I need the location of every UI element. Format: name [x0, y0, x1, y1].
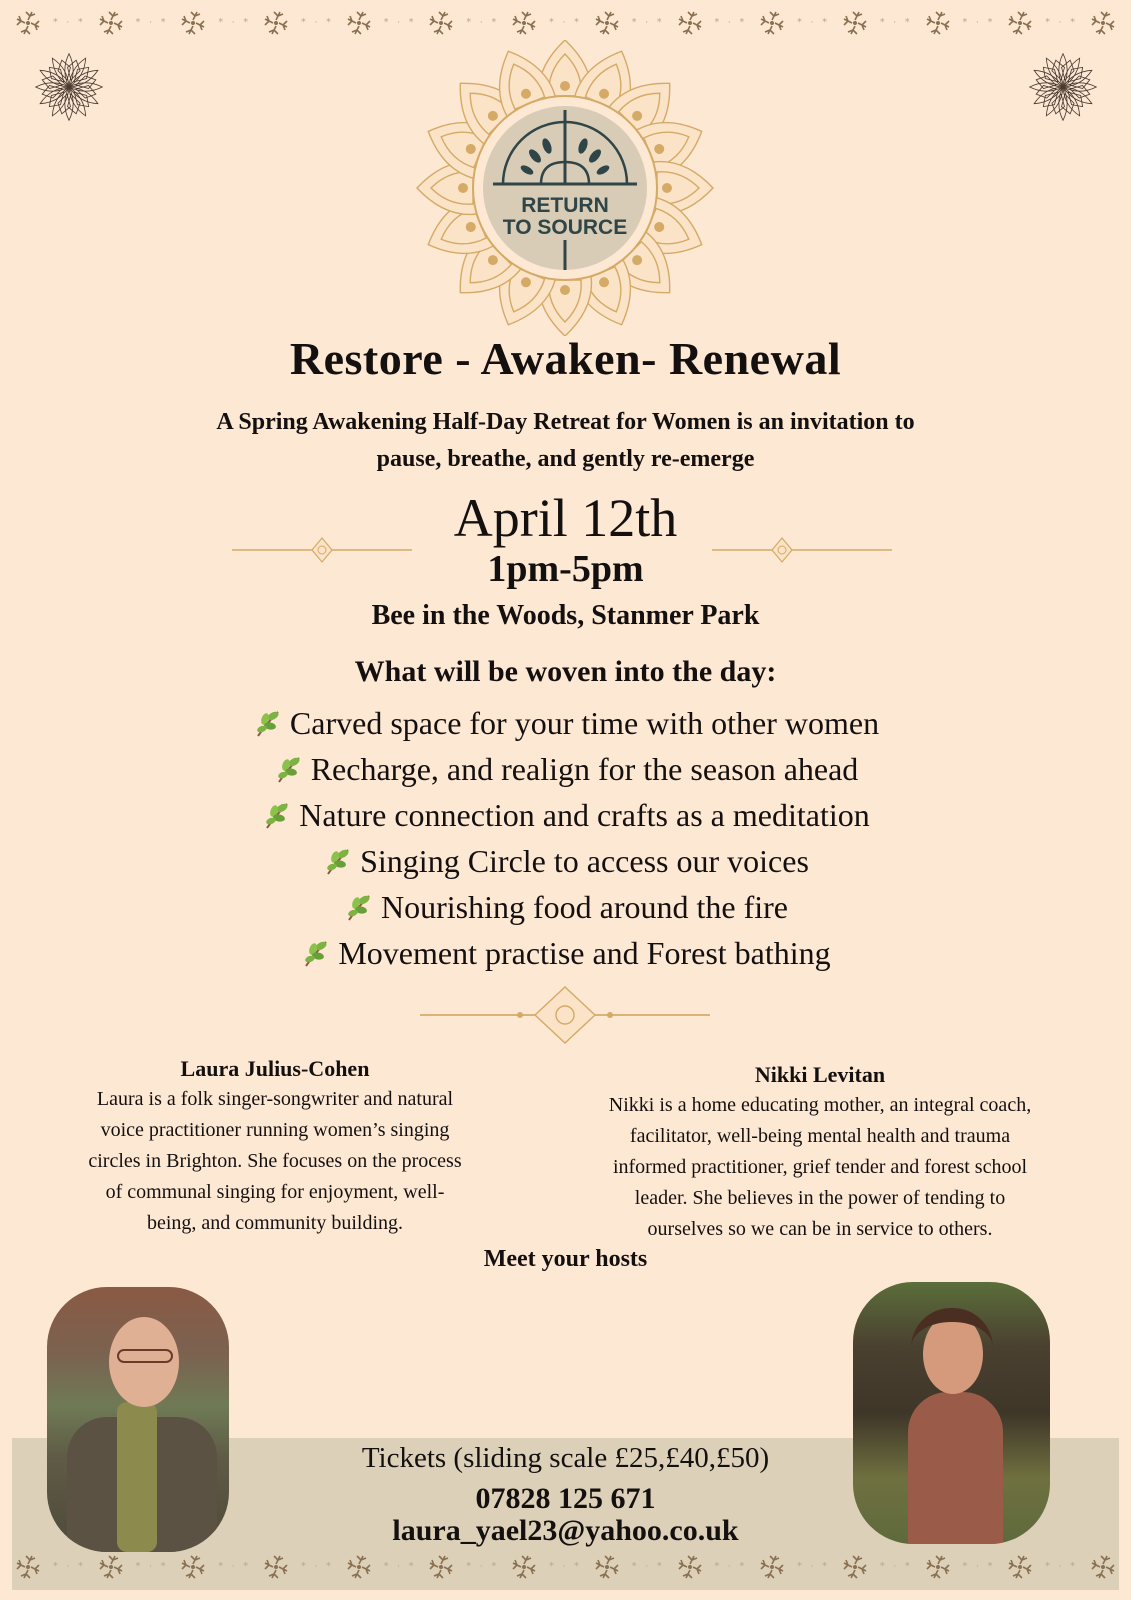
- floral-motif-icon: [344, 1552, 374, 1582]
- dot-separator: * · *: [797, 18, 830, 28]
- event-venue: Bee in the Woods, Stanmer Park: [371, 600, 760, 631]
- floral-motif-icon: [426, 1552, 456, 1582]
- program-item: Carved space for your time with other women: [0, 700, 1131, 746]
- host-photo-nikki: [853, 1282, 1050, 1544]
- event-time: 1pm-5pm: [487, 548, 644, 590]
- floral-motif-icon: [344, 8, 374, 38]
- floral-motif-icon: [13, 1552, 43, 1582]
- floral-motif-icon: [757, 8, 787, 38]
- host-bio: Nikki is a home educating mother, an integral coach, facilitator, well-being mental health and trauma informed practitioner, grief tender and forest school leader. She believes in the power of tending to ourselves so we can be in service to others.: [608, 1094, 1032, 1240]
- top-border: [0, 8, 1131, 38]
- ornament-divider-center: [410, 985, 720, 1045]
- floral-motif-icon: [426, 8, 456, 38]
- dot-separator: * · *: [549, 18, 582, 28]
- dot-separator: * · *: [301, 18, 334, 28]
- dot-separator: * · *: [383, 1562, 417, 1572]
- floral-motif-icon: [592, 8, 622, 38]
- floral-motif-icon: [1088, 1552, 1118, 1582]
- floral-motif-icon: [1005, 1552, 1035, 1582]
- event-date: April 12th: [453, 488, 678, 548]
- dot-separator: * · *: [797, 1562, 830, 1572]
- program-item: Movement practise and Forest bathing: [0, 930, 1131, 976]
- dot-separator: * · *: [879, 1562, 913, 1572]
- dot-separator: * · *: [53, 1562, 86, 1572]
- dot-separator: * · *: [714, 18, 748, 28]
- program-item: Nourishing food around the fire: [0, 884, 1131, 930]
- floral-motif-icon: [13, 8, 43, 38]
- dot-separator: * · *: [383, 18, 417, 28]
- program-item: Singing Circle to access our voices: [0, 838, 1131, 884]
- herb-leaf-icon: [252, 708, 284, 738]
- program-heading: What will be woven into the day:: [354, 655, 777, 688]
- return-to-source-logo: [412, 40, 718, 336]
- dot-separator: * · *: [631, 18, 665, 28]
- subtitle: [0, 404, 1131, 478]
- program-item: Nature connection and crafts as a meditation: [0, 792, 1131, 838]
- floral-motif-icon: [923, 8, 953, 38]
- mandala-star-icon-right: [1026, 50, 1100, 124]
- floral-motif-icon: [840, 8, 870, 38]
- floral-motif-icon: [509, 1552, 539, 1582]
- mandala-star-icon-left: [32, 50, 106, 124]
- bottom-border: [0, 1552, 1131, 1582]
- subtitle-line-2: pause, breathe, and gently re-emerge: [376, 446, 755, 472]
- floral-motif-icon: [261, 1552, 291, 1582]
- floral-motif-icon: [509, 8, 539, 38]
- host-photo-laura: [47, 1287, 229, 1552]
- floral-motif-icon: [592, 1552, 622, 1582]
- dot-separator: * · *: [135, 1562, 169, 1572]
- floral-motif-icon: [261, 8, 291, 38]
- floral-motif-icon: [1005, 8, 1035, 38]
- dot-separator: * · *: [879, 18, 913, 28]
- page-title: Restore - Awaken- Renewal: [289, 333, 842, 384]
- svg-text:RETURN: RETURN: [521, 194, 609, 217]
- meet-hosts-heading: Meet your hosts: [483, 1246, 648, 1272]
- floral-motif-icon: [675, 1552, 705, 1582]
- program-item: Recharge, and realign for the season ahead: [0, 746, 1131, 792]
- dot-separator: * · *: [218, 18, 252, 28]
- svg-text:TO SOURCE: TO SOURCE: [502, 216, 628, 239]
- dot-separator: * · *: [1045, 1562, 1078, 1572]
- dot-separator: * · *: [631, 1562, 665, 1572]
- floral-motif-icon: [96, 1552, 126, 1582]
- floral-motif-icon: [675, 8, 705, 38]
- floral-motif-icon: [923, 1552, 953, 1582]
- herb-leaf-icon: [261, 800, 293, 830]
- herb-leaf-icon: [300, 938, 332, 968]
- dot-separator: * · *: [53, 18, 86, 28]
- dot-separator: * · *: [962, 1562, 996, 1572]
- dot-separator: * · *: [549, 1562, 582, 1572]
- dot-separator: * · *: [714, 1562, 748, 1572]
- herb-leaf-icon: [343, 892, 375, 922]
- dot-separator: * · *: [135, 18, 169, 28]
- herb-leaf-icon: [273, 754, 305, 784]
- host-card-nikki: [540, 1060, 1100, 1245]
- host-name: Nikki Levitan: [754, 1062, 886, 1087]
- host-bio: Laura is a folk singer-songwriter and natural voice practitioner running women’s singing circles in Brighton. She focuses on the process of communal singing for enjoyment, well- being, and community building.: [88, 1088, 462, 1234]
- floral-motif-icon: [178, 1552, 208, 1582]
- herb-leaf-icon: [322, 846, 354, 876]
- subtitle-line-1: A Spring Awakening Half-Day Retreat for Women is an invitation to: [216, 409, 915, 435]
- host-card-laura: [28, 1054, 522, 1239]
- floral-motif-icon: [757, 1552, 787, 1582]
- dot-separator: * · *: [301, 1562, 334, 1572]
- dot-separator: * · *: [466, 1562, 500, 1572]
- host-name: Laura Julius-Cohen: [180, 1056, 370, 1081]
- dot-separator: * · *: [1045, 18, 1078, 28]
- ticket-prices: Tickets (sliding scale £25,£40,£50): [361, 1442, 770, 1474]
- dot-separator: * · *: [218, 1562, 252, 1572]
- dot-separator: * · *: [466, 18, 500, 28]
- floral-motif-icon: [840, 1552, 870, 1582]
- dot-separator: * · *: [962, 18, 996, 28]
- floral-motif-icon: [96, 8, 126, 38]
- floral-motif-icon: [1088, 8, 1118, 38]
- program-list: [0, 700, 1131, 976]
- contact-email[interactable]: laura_yael23@yahoo.co.uk: [392, 1514, 739, 1547]
- contact-phone[interactable]: 07828 125 671: [475, 1482, 656, 1515]
- floral-motif-icon: [178, 8, 208, 38]
